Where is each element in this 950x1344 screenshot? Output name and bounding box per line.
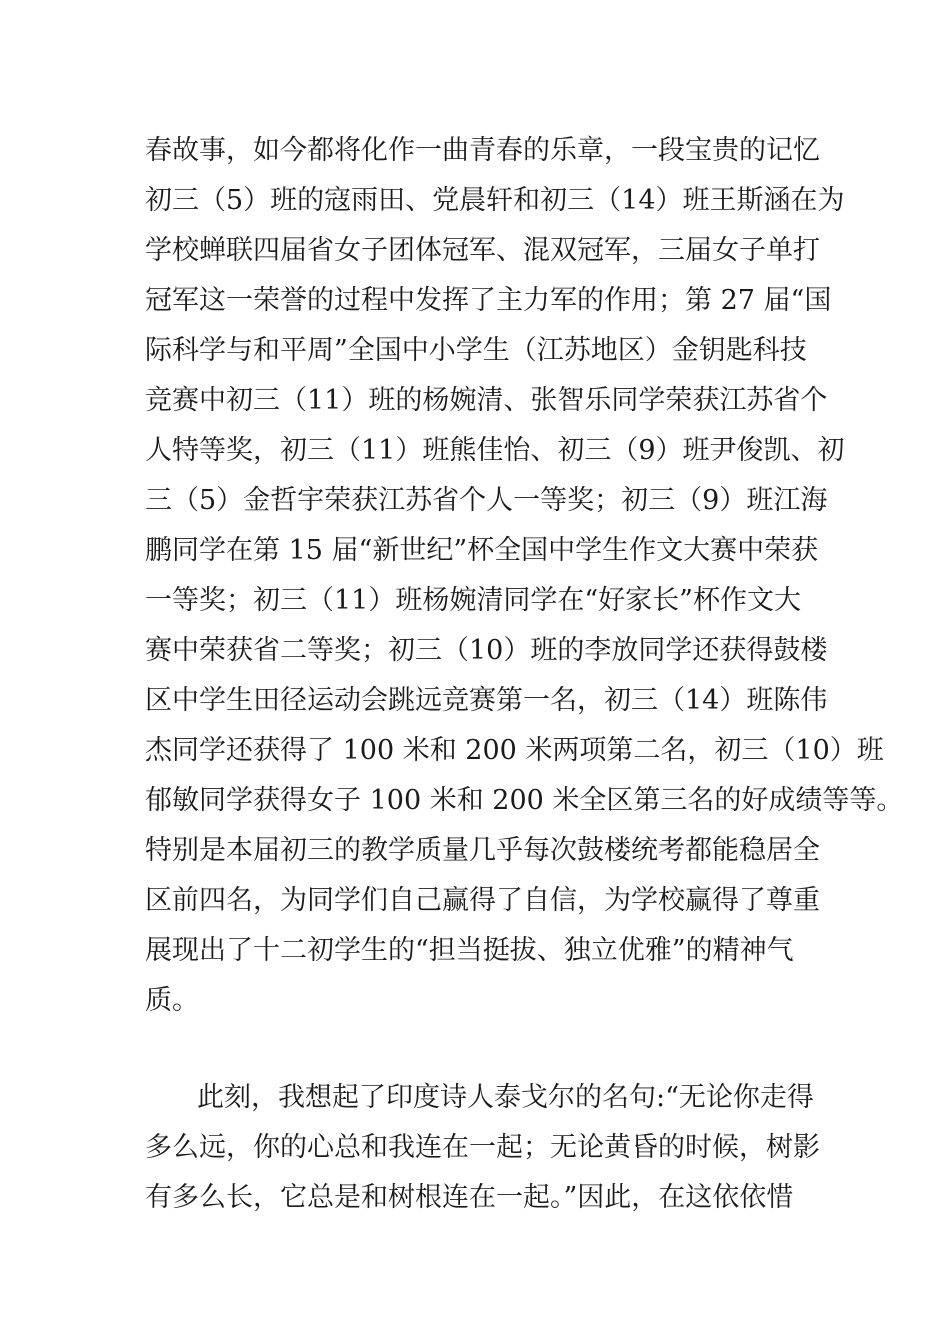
- text-line: 展现出了十二初学生的“担当挺拔、独立优雅”的精神气: [145, 935, 794, 966]
- text-line: 鹏同学在第 15 届“新世纪”杯全国中学生作文大赛中荣获: [145, 535, 819, 566]
- text-line: 冠军这一荣誉的过程中发挥了主力军的作用；第 27 届“国: [145, 285, 832, 316]
- text-line: 杰同学还获得了 100 米和 200 米两项第二名，初三（10）班: [145, 735, 884, 766]
- text-line: 区中学生田径运动会跳远竞赛第一名，初三（14）班陈伟: [145, 685, 828, 716]
- text-line: 多么远，你的心总和我连在一起；无论黄昏的时候，树影: [145, 1132, 820, 1163]
- text-line: 此刻，我想起了印度诗人泰戈尔的名句:“无论你走得: [197, 1082, 814, 1113]
- text-line: 三（5）金哲宇荣获江苏省个人一等奖；初三（9）班江海: [145, 485, 828, 516]
- text-line: 际科学与和平周”全国中小学生（江苏地区）金钥匙科技: [145, 335, 807, 366]
- text-line: 郁敏同学获得女子 100 米和 200 米全区第三名的好成绩等等。: [145, 785, 904, 816]
- text-line: 特别是本届初三的教学质量几乎每次鼓楼统考都能稳居全: [145, 835, 820, 866]
- text-line: 初三（5）班的寇雨田、党晨轩和初三（14）班王斯涵在为: [145, 185, 845, 216]
- text-line: 竞赛中初三（11）班的杨婉清、张智乐同学荣获江苏省个: [145, 385, 828, 416]
- text-line: 区前四名，为同学们自己赢得了自信，为学校赢得了尊重: [145, 885, 820, 916]
- text-line: 春故事，如今都将化作一曲青春的乐章，一段宝贵的记忆: [145, 135, 820, 166]
- text-line: 一等奖；初三（11）班杨婉清同学在“好家长”杯作文大: [145, 585, 801, 616]
- text-line: 人特等奖，初三（11）班熊佳怡、初三（9）班尹俊凯、初: [145, 435, 845, 466]
- text-line: 赛中荣获省二等奖；初三（10）班的李放同学还获得鼓楼: [145, 635, 828, 666]
- text-line: 有多么长，它总是和树根连在一起。”因此，在这依依惜: [145, 1182, 794, 1213]
- text-line: 学校蝉联四届省女子团体冠军、混双冠军，三届女子单打: [145, 235, 820, 266]
- text-line: 质。: [145, 985, 199, 1016]
